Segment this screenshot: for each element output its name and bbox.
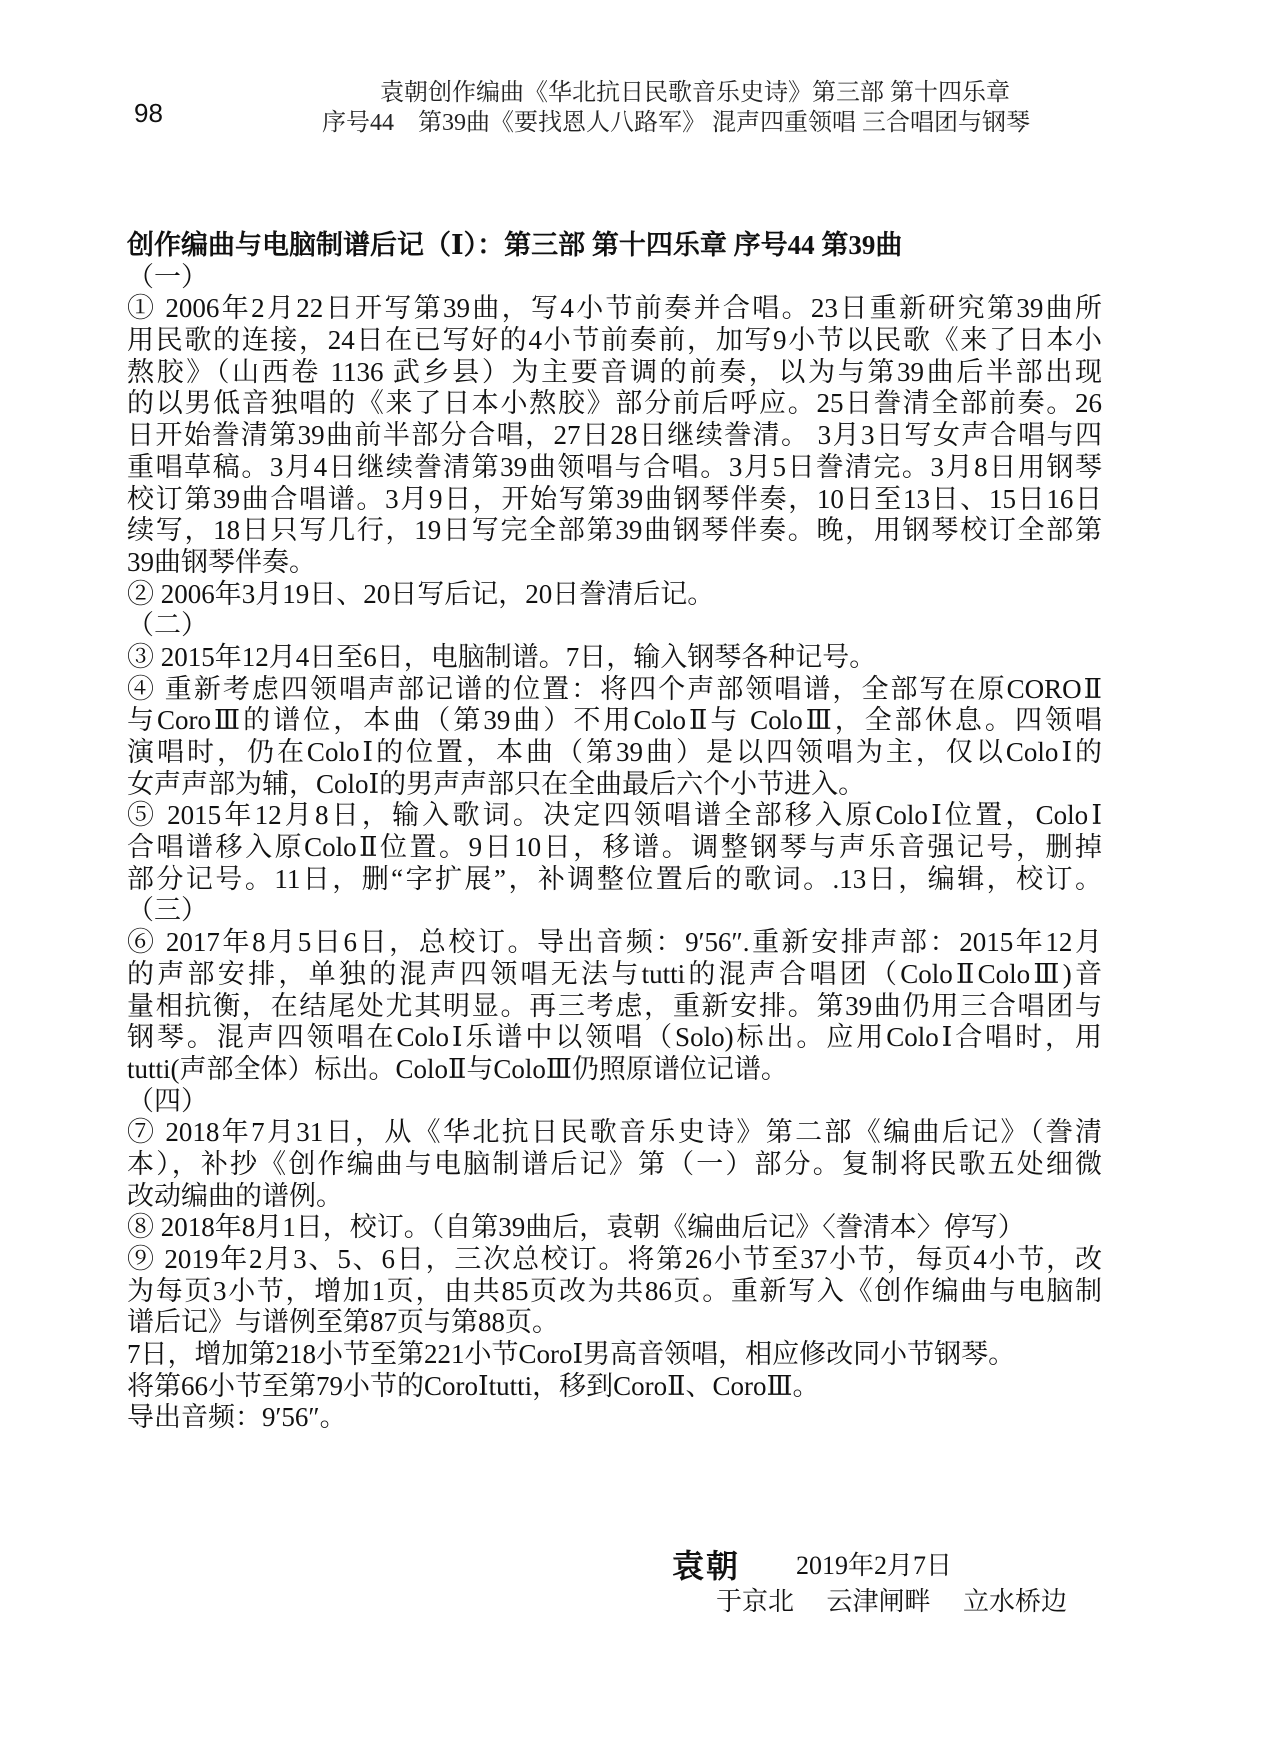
text-line: 与CoroⅢ的谱位，本曲（第39曲）不用ColoⅡ与 ColoⅢ，全部休息。四领唱 <box>127 705 1102 736</box>
section-heading: （四） <box>127 1085 208 1116</box>
text-line: tutti(声部全体）标出。ColoⅡ与ColoⅢ仍照原谱位记谱。 <box>127 1053 788 1084</box>
page-number: 98 <box>134 98 163 128</box>
signature-places <box>716 1581 1093 1618</box>
signature-name: 袁朝 <box>672 1547 741 1585</box>
text-line: 39曲钢琴伴奏。 <box>127 546 316 577</box>
signature-date: 2019年2月7日 <box>796 1551 953 1580</box>
text-line: ② 2006年3月19日、20日写后记，20日誊清后记。 <box>127 578 715 609</box>
text-line: ⑧ 2018年8月1日，校订。（自第39曲后，袁朝《编曲后记》〈誊清本〉停写） <box>127 1212 1025 1243</box>
text-line: ⑥ 2017年8月5日6日，总校订。导出音频：9′56″.重新安排声部：2015年12月 <box>127 927 1102 958</box>
text-line: 演唱时，仍在ColoⅠ的位置，本曲（第39曲）是以四领唱为主，仅以ColoⅠ的 <box>127 737 1102 767</box>
text-line: ⑦ 2018年7月31日，从《华北抗日民歌音乐史诗》第二部《编曲后记》（誊清 <box>127 1117 1102 1148</box>
text-line: 续写，18日只写几行，19日写完全部第39曲钢琴伴奏。晚，用钢琴校订全部第 <box>127 515 1102 546</box>
text-line: ⑤ 2015年12月8日，输入歌词。决定四领唱谱全部移入原ColoⅠ位置，ColoⅠ <box>127 800 1102 831</box>
text-line: 钢琴。混声四领唱在ColoⅠ乐谱中以领唱（Solo)标出。应用ColoⅠ合唱时，用 <box>127 1022 1102 1053</box>
text-line: ③ 2015年12月4日至6日，电脑制谱。7日，输入钢琴各种记号。 <box>127 641 877 672</box>
afterword-body <box>127 230 1102 1434</box>
section-heading: （三） <box>127 895 208 926</box>
text-line: 本），补抄《创作编曲与电脑制谱后记》第（一）部分。复制将民歌五处细微 <box>127 1148 1102 1179</box>
section-heading: （二） <box>127 610 208 641</box>
text-line: 量相抗衡，在结尾处尤其明显。再三考虑，重新安排。第39曲仍用三合唱团与 <box>127 990 1102 1021</box>
text-line: 重唱草稿。3月4日继续誊清第39曲领唱与合唱。3月5日誊清完。3月8日用钢琴 <box>127 451 1102 482</box>
text-line: ④ 重新考虑四领唱声部记谱的位置：将四个声部领唱谱，全部写在原COROⅡ <box>127 673 1102 704</box>
running-header-line-1: 袁朝创作编曲《华北抗日民歌音乐史诗》第三部 第十四乐章 <box>380 80 1010 106</box>
text-line: 为每页3小节，增加1页，由共85页改为共86页。重新写入《创作编曲与电脑制 <box>127 1275 1102 1306</box>
running-header-line-2: 序号44 第39曲《要找恩人八路军》 混声四重领唱 三合唱团与钢琴 <box>322 110 1030 136</box>
text-line: 合唱谱移入原ColoⅡ位置。9日10日，移谱。调整钢琴与声乐音强记号，删掉 <box>127 832 1102 863</box>
text-line: 用民歌的连接，24日在已写好的4小节前奏前，加写9小节以民歌《来了日本小 <box>127 325 1102 356</box>
signature-place: 立水桥边 <box>963 1587 1068 1616</box>
text-line: 7日，增加第218小节至第221小节CoroⅠ男高音领唱，相应修改同小节钢琴。 <box>127 1339 1016 1370</box>
text-line: 的声部安排，单独的混声四领唱无法与tutti的混声合唱团（ColoⅡColoⅢ)音 <box>127 958 1102 989</box>
text-line: 的以男低音独唱的《来了日本小熬胶》部分前后呼应。25日誊清全部前奏。26 <box>127 388 1102 419</box>
text-line: 女声声部为辅，ColoⅠ的男声声部只在全曲最后六个小节进入。 <box>127 768 866 799</box>
text-line: ① 2006年2月22日开写第39曲，写4小节前奏并合唱。23日重新研究第39曲所 <box>127 293 1102 324</box>
text-line: 导出音频：9′56″。 <box>127 1402 347 1433</box>
text-line: 部分记号。11日，删“字扩展”，补调整位置后的歌词。.13日，编辑，校订。 <box>127 863 1102 894</box>
signature-place: 云津闸畔 <box>826 1587 931 1616</box>
text-line: 熬胶》（山西卷 1136 武乡县）为主要音调的前奏，以为与第39曲后半部出现 <box>127 356 1102 387</box>
afterword-title: 创作编曲与电脑制谱后记（Ⅰ）：第三部 第十四乐章 序号44 第39曲 <box>127 230 903 260</box>
section-heading: （一） <box>127 261 208 292</box>
text-line: ⑨ 2019年2月3、5、6日，三次总校订。将第26小节至37小节，每页4小节，改 <box>127 1244 1102 1274</box>
text-line: 改动编曲的谱例。 <box>127 1180 343 1211</box>
text-line: 校订第39曲合唱谱。3月9日，开始写第39曲钢琴伴奏，10日至13日、15日16日 <box>127 483 1102 514</box>
text-line: 将第66小节至第79小节的CoroⅠtutti，移到CoroⅡ、CoroⅢ。 <box>127 1370 820 1401</box>
signature-place: 于京北 <box>716 1587 795 1616</box>
text-line: 日开始誊清第39曲前半部分合唱，27日28日继续誊清。 3月3日写女声合唱与四 <box>127 420 1102 451</box>
text-line: 谱后记》与谱例至第87页与第88页。 <box>127 1307 559 1338</box>
